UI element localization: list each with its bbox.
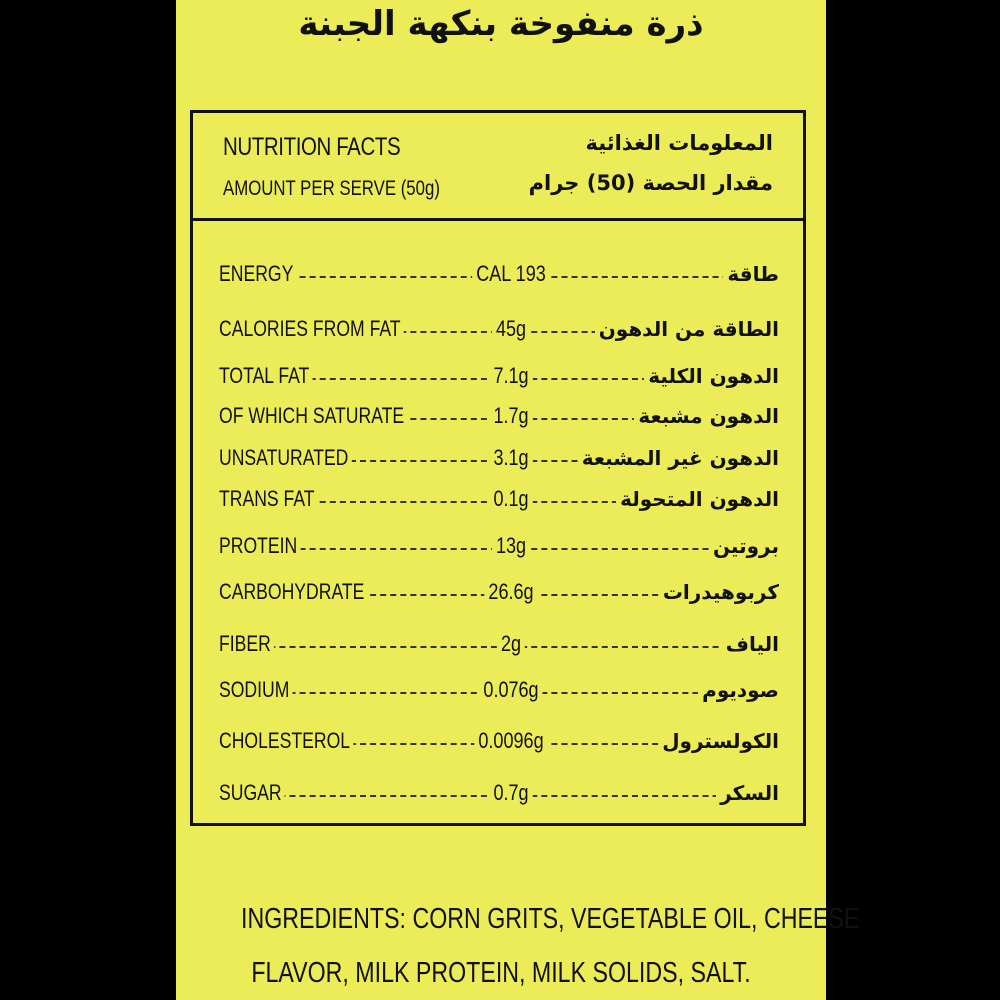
serving-size-ar: مقدار الحصة (50) جرام	[528, 171, 773, 195]
nutrient-row-saturate: OF WHICH SATURATE 1.7g الدهون مشبعة	[193, 399, 809, 433]
nutrient-label-en: TRANS FAT	[219, 482, 318, 516]
nutrient-label-ar: بروتين	[709, 529, 779, 563]
nutrient-label-ar: السكر	[716, 776, 779, 810]
nutrient-label-en: SUGAR	[219, 776, 285, 810]
nutrient-row-calories-from-fat: CALORIES FROM FAT 45g الطاقة من الدهون	[193, 312, 809, 346]
nutrient-row-sodium: SODIUM 0.076g صوديوم	[193, 673, 809, 707]
nutrient-row-protein: PROTEIN 13g بروتين	[193, 529, 809, 563]
nutrient-row-carbohydrate: CARBOHYDRATE 26.6g كربوهيدرات	[193, 575, 809, 609]
nutrient-label-en: SODIUM	[219, 673, 293, 707]
ingredients-line-2: FLAVOR, MILK PROTEIN, MILK SOLIDS, SALT.	[251, 957, 751, 989]
nutrient-label-ar: الياف	[722, 627, 779, 661]
nutrient-label-en: OF WHICH SATURATE	[219, 399, 407, 433]
nutrient-label-ar: صوديوم	[698, 673, 779, 707]
nutrition-facts-box	[190, 110, 806, 826]
nutrient-row-unsaturated: UNSATURATED 3.1g الدهون غير المشبعة	[193, 441, 809, 475]
nutrient-label-en: CARBOHYDRATE	[219, 575, 368, 609]
nutrient-label-ar: الكولسترول	[658, 724, 779, 758]
nutrient-row-total-fat: TOTAL FAT 7.1g الدهون الكلية	[193, 359, 809, 393]
product-title-arabic: ذرة منفوخة بنكهة الجبنة	[298, 4, 704, 44]
nutrient-label-ar: كربوهيدرات	[659, 575, 779, 609]
nutrient-label-en: TOTAL FAT	[219, 359, 313, 393]
ingredients-text	[176, 892, 860, 1000]
nutrient-row-trans-fat: TRANS FAT 0.1g الدهون المتحولة	[193, 482, 809, 516]
nutrient-label-en: CHOLESTEROL	[219, 724, 353, 758]
nutrient-label-en: UNSATURATED	[219, 441, 352, 475]
nutrient-label-en: ENERGY	[219, 257, 297, 291]
nutrient-row-fiber: FIBER 2g الياف	[193, 627, 809, 661]
nutrient-row-energy: ENERGY CAL 193 طاقة	[193, 257, 809, 291]
nutrient-label-ar: الدهون مشبعة	[634, 399, 779, 433]
nutrient-label-en: FIBER	[219, 627, 274, 661]
nutrition-title-ar: المعلومات الغذائية	[585, 131, 773, 155]
ingredients-line-1: INGREDIENTS: CORN GRITS, VEGETABLE OIL, CHEESE	[241, 903, 860, 935]
nutrient-row-sugar: SUGAR 0.7g السكر	[193, 776, 809, 810]
nutrition-title-en: NUTRITION FACTS	[223, 133, 401, 161]
nutrition-header	[193, 113, 803, 221]
nutrient-label-ar: الدهون الكلية	[644, 359, 779, 393]
serving-size-en: AMOUNT PER SERVE (50g)	[223, 177, 440, 200]
nutrient-label-en: CALORIES FROM FAT	[219, 312, 404, 346]
nutrient-row-cholesterol: CHOLESTEROL 0.0096g الكولسترول	[193, 724, 809, 758]
nutrient-label-ar: الدهون المتحولة	[616, 482, 779, 516]
nutrient-label-en: PROTEIN	[219, 529, 300, 563]
nutrient-label-ar: الدهون غير المشبعة	[578, 441, 779, 475]
label-panel	[176, 0, 860, 1000]
nutrient-label-ar: طاقة	[723, 257, 779, 291]
nutrient-label-ar: الطاقة من الدهون	[595, 312, 779, 346]
